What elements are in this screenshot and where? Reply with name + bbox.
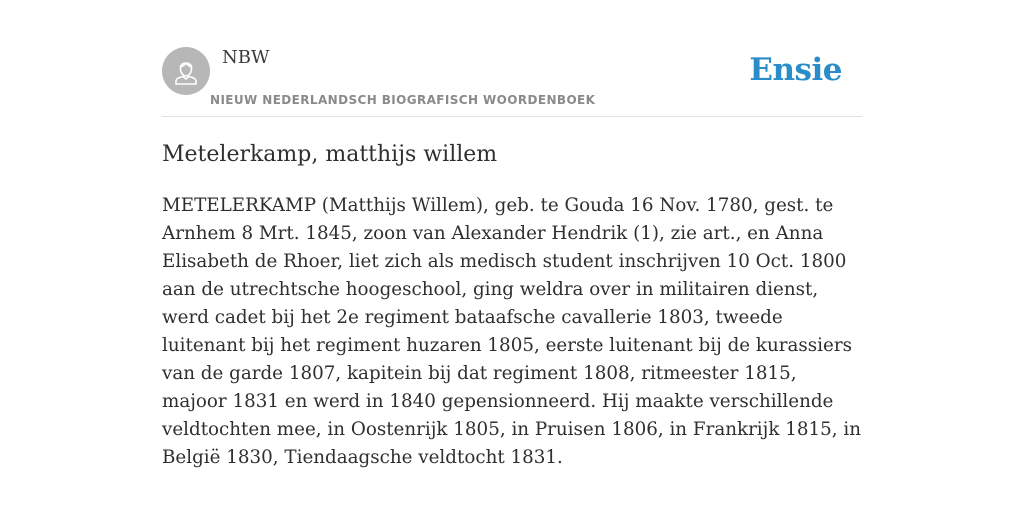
user-icon[interactable] [162, 47, 210, 95]
brand-logo[interactable]: Ensie [749, 52, 842, 88]
source-header [162, 46, 862, 117]
article-body: METELERKAMP (Matthijs Willem), geb. te Gouda 16 Nov. 1780, gest. te Arnhem 8 Mrt. 1845, zoon van Alexander Hendrik (1), zie art., en Anna Elisabeth de Rhoer, liet zich als medisch student inschrijven 10 Oct. 1800 aan de utrechtsche hoogeschool, ging weldra over in militairen dienst, werd cadet bij het 2e regiment bataafsche cavallerie 1803, tweede luitenant bij het regiment huzaren 1805, eerste luitenant bij de kurassiers van de garde 1807, kapitein bij dat regiment 1808, ritmeester 1815, majoor 1831 en werd in 1840 gepensionneerd. Hij maakte verschillende veldtochten mee, in Oostenrijk 1805, in Pruisen 1806, in Frankrijk 1815, in België 1830, Tiendaagsche veldtocht 1831. [162, 195, 861, 468]
source-abbreviation[interactable]: NBW [222, 47, 270, 68]
article-title: Metelerkamp, matthijs willem [162, 142, 498, 167]
source-full-name: NIEUW NEDERLANDSCH BIOGRAFISCH WOORDENBOEK [210, 93, 596, 107]
